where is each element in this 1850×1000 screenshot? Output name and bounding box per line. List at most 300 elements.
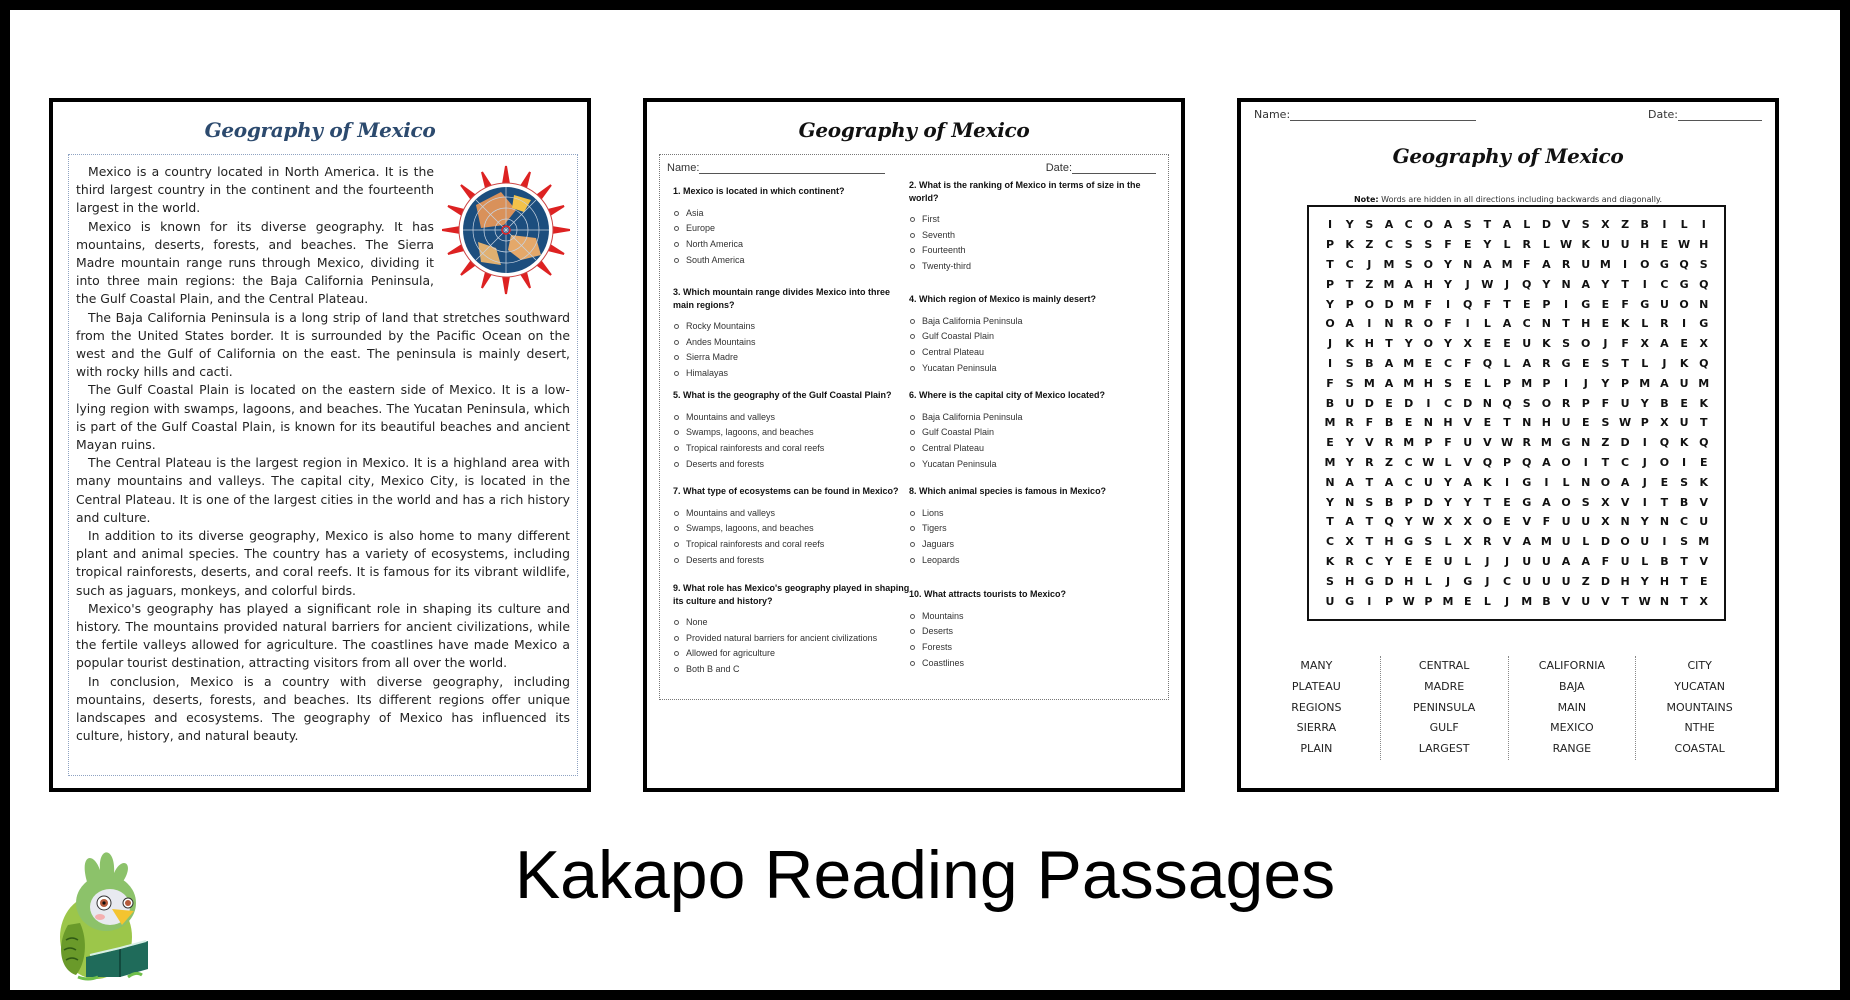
grid-letter: I — [1465, 317, 1470, 331]
grid-letter: S — [1345, 356, 1354, 370]
grid-letter: E — [1700, 455, 1708, 469]
question-2 — [909, 179, 1149, 275]
grid-letter: I — [1642, 436, 1647, 450]
grid-letter: J — [1642, 475, 1647, 489]
grid-letter: L — [1641, 317, 1649, 331]
grid-letter: H — [1541, 416, 1551, 430]
grid-letter: U — [1659, 297, 1669, 311]
date-label: Date: — [1045, 162, 1072, 174]
grid-letter: D — [1384, 297, 1394, 311]
grid-letter: L — [1483, 317, 1491, 331]
grid-letter: Z — [1365, 277, 1374, 291]
grid-letter: C — [1384, 238, 1394, 252]
grid-letter: X — [1463, 535, 1472, 549]
grid-letter: J — [1465, 277, 1470, 291]
grid-letter: P — [1503, 455, 1512, 469]
grid-letter: T — [1326, 257, 1334, 271]
word-list — [1253, 656, 1763, 760]
grid-letter: S — [1562, 337, 1571, 351]
grid-letter: A — [1404, 277, 1413, 291]
grid-letter: W — [1500, 436, 1514, 450]
grid-letter: B — [1660, 554, 1669, 568]
grid-letter: U — [1699, 515, 1709, 529]
grid-letter: Y — [1640, 574, 1649, 588]
word-column — [1253, 656, 1380, 760]
grid-letter: U — [1581, 594, 1591, 608]
grid-letter: S — [1365, 495, 1374, 509]
grid-letter: Q — [1522, 277, 1532, 291]
grid-row — [1322, 492, 1712, 512]
grid-letter: J — [1662, 356, 1667, 370]
grid-letter: N — [1581, 475, 1591, 489]
grid-letter: C — [1443, 396, 1453, 410]
grid-letter: A — [1483, 257, 1492, 271]
grid-letter: I — [1642, 277, 1647, 291]
grid-letter: A — [1345, 475, 1354, 489]
grid-letter: M — [1363, 376, 1375, 390]
answer-option: Central Plateau — [922, 441, 1149, 457]
grid-letter: G — [1345, 594, 1355, 608]
grid-letter: U — [1345, 396, 1355, 410]
grid-letter: G — [1679, 277, 1689, 291]
grid-letter: R — [1561, 396, 1571, 410]
brand-title: Kakapo Reading Passages — [514, 837, 1336, 913]
grid-letter: K — [1581, 238, 1590, 252]
grid-letter: D — [1404, 396, 1414, 410]
answer-option: Coastlines — [922, 656, 1149, 672]
grid-letter: S — [1581, 495, 1590, 509]
word-item: RANGE — [1552, 742, 1592, 756]
word-item: MEXICO — [1550, 721, 1594, 735]
answer-option: Mountains — [922, 609, 1149, 625]
grid-letter: U — [1620, 554, 1630, 568]
grid-letter: U — [1561, 535, 1571, 549]
grid-letter: A — [1660, 376, 1669, 390]
grid-letter: H — [1699, 238, 1709, 252]
answer-option: First — [922, 212, 1149, 228]
grid-letter: R — [1384, 436, 1394, 450]
grid-letter: G — [1364, 574, 1374, 588]
word-item: BAJA — [1559, 679, 1585, 693]
question-text: 2. What is the ranking of Mexico in terms of size in the world? — [909, 180, 1141, 203]
grid-letter: U — [1541, 574, 1551, 588]
word-item: PLATEAU — [1291, 679, 1341, 693]
grid-letter: Y — [1444, 495, 1453, 509]
grid-letter: J — [1445, 574, 1451, 588]
grid-letter: G — [1581, 297, 1591, 311]
answer-option: Asia — [686, 206, 913, 222]
question-10 — [909, 588, 1149, 671]
grid-letter: F — [1621, 337, 1629, 351]
grid-row — [1322, 235, 1712, 255]
grid-letter: Y — [1404, 337, 1413, 351]
word-item: REGIONS — [1291, 700, 1342, 714]
question-8 — [909, 485, 1149, 568]
grid-letter: Z — [1385, 455, 1393, 469]
word-item: MANY — [1300, 659, 1333, 672]
grid-letter: I — [1564, 297, 1569, 311]
grid-letter: O — [1423, 257, 1434, 271]
answer-option: Jaguars — [922, 537, 1149, 553]
grid-letter: E — [1503, 515, 1511, 529]
grid-letter: I — [1367, 317, 1372, 331]
grid-letter: I — [1327, 218, 1333, 232]
grid-letter: N — [1659, 515, 1670, 529]
grid-letter: G — [1522, 495, 1532, 509]
grid-letter: H — [1384, 535, 1394, 549]
grid-letter: M — [1698, 535, 1710, 549]
grid-row — [1322, 552, 1712, 572]
grid-letter: O — [1679, 297, 1689, 311]
paragraph: Mexico is a country located in North America. It is the third largest country in the continent and the fourteenth largest in the world. — [76, 164, 434, 216]
grid-letter: M — [1324, 416, 1336, 430]
grid-letter: W — [1402, 594, 1415, 608]
grid-letter: Z — [1581, 574, 1590, 588]
grid-letter: F — [1424, 297, 1433, 311]
grid-letter: G — [1561, 436, 1571, 450]
grid-row — [1322, 413, 1712, 433]
grid-letter: U — [1325, 594, 1335, 608]
passage-page-preview — [49, 98, 591, 792]
grid-letter: X — [1699, 594, 1708, 608]
grid-letter: E — [1385, 396, 1393, 410]
grid-letter: N — [1482, 396, 1492, 410]
grid-letter: A — [1620, 475, 1630, 489]
grid-letter: U — [1600, 238, 1610, 252]
grid-letter: C — [1365, 554, 1374, 568]
word-item: CENTRAL — [1418, 659, 1470, 672]
grid-letter: Q — [1699, 436, 1709, 450]
grid-letter: O — [1423, 317, 1434, 331]
word-column — [1380, 656, 1508, 760]
answer-option: Leopards — [922, 553, 1149, 569]
paragraph: Mexico is known for its diverse geography. It has mountains, deserts, forests, and beaches. The Sierra Madre mountain range runs through Mexico, dividing it into three main regions: the Baja California Peninsula, the Gulf Coastal Plain, and the Central Plateau. — [76, 218, 434, 307]
grid-letter: I — [1662, 218, 1667, 232]
grid-letter: Y — [1404, 515, 1413, 529]
grid-row — [1322, 354, 1712, 374]
quiz-page-preview — [643, 98, 1185, 792]
grid-letter: F — [1483, 297, 1492, 311]
grid-letter: T — [1621, 594, 1629, 608]
grid-letter: K — [1325, 554, 1335, 568]
grid-letter: Y — [1483, 238, 1492, 252]
date-label: Date: — [1648, 108, 1678, 121]
grid-letter: V — [1522, 515, 1531, 529]
grid-letter: U — [1679, 416, 1689, 430]
grid-letter: J — [1505, 554, 1510, 568]
grid-letter: G — [1404, 535, 1414, 549]
grid-letter: I — [1701, 218, 1706, 232]
answer-option: Tigers — [922, 521, 1149, 537]
grid-letter: E — [1503, 337, 1511, 351]
grid-letter: P — [1384, 594, 1394, 608]
wordsearch-page-preview — [1237, 98, 1779, 792]
word-item: LARGEST — [1418, 742, 1470, 756]
grid-letter: M — [1540, 535, 1552, 549]
grid-letter: U — [1541, 554, 1551, 568]
grid-letter: C — [1325, 535, 1335, 549]
grid-letter: Q — [1699, 277, 1709, 291]
grid-letter: M — [1501, 257, 1513, 271]
grid-letter: U — [1463, 436, 1473, 450]
word-item: NTHE — [1684, 721, 1715, 735]
grid-letter: B — [1679, 495, 1689, 509]
grid-letter: T — [1680, 554, 1688, 568]
grid-letter: L — [1503, 356, 1511, 370]
grid-letter: F — [1365, 416, 1374, 430]
grid-letter: J — [1642, 455, 1647, 469]
grid-letter: N — [1463, 257, 1473, 271]
grid-letter: A — [1502, 317, 1512, 331]
quiz-title: Geography of Mexico — [798, 118, 1030, 142]
note-text: Words are hidden in all directions including backwards and diagonally. — [1378, 195, 1663, 204]
answer-option: None — [686, 615, 913, 631]
question-6 — [909, 389, 1149, 472]
grid-letter: B — [1384, 495, 1394, 509]
grid-letter: K — [1542, 337, 1551, 351]
grid-row — [1322, 571, 1712, 591]
grid-letter: E — [1463, 594, 1472, 608]
answer-option: Europe — [686, 221, 913, 237]
grid-letter: Z — [1365, 238, 1374, 252]
grid-letter: W — [1422, 515, 1435, 529]
grid-letter: S — [1601, 416, 1610, 430]
grid-letter: T — [1660, 495, 1669, 509]
word-item: PLAIN — [1300, 742, 1333, 756]
grid-letter: N — [1699, 297, 1709, 311]
grid-letter: R — [1345, 554, 1354, 568]
grid-letter: X — [1463, 515, 1472, 529]
grid-letter: M — [1521, 376, 1533, 390]
answer-option: Swamps, lagoons, and beaches — [686, 521, 913, 537]
grid-letter: C — [1404, 218, 1413, 232]
grid-letter: N — [1659, 594, 1670, 608]
paragraph: In addition to its diverse geography, Mexico is also home to many different plant and animal species. The country has a variety of ecosystems, including tropical rainforests, deserts, and coral reefs. It is famous for its vibrant wildlife, such as jaguars, monkeys, and colorful birds. — [76, 528, 570, 598]
grid-letter: V — [1620, 495, 1630, 509]
grid-row — [1322, 512, 1712, 532]
grid-letter: U — [1522, 337, 1532, 351]
grid-letter: C — [1522, 317, 1531, 331]
grid-letter: O — [1325, 317, 1335, 331]
grid-letter: E — [1404, 416, 1413, 430]
grid-letter: O — [1561, 455, 1571, 469]
grid-letter: D — [1600, 535, 1610, 549]
grid-letter: D — [1600, 574, 1610, 588]
grid-letter: X — [1601, 515, 1610, 529]
grid-letter: P — [1621, 376, 1630, 390]
grid-letter: K — [1620, 317, 1630, 331]
grid-letter: Y — [1345, 218, 1354, 232]
answer-option: Yucatan Peninsula — [922, 457, 1149, 473]
grid-letter: M — [1383, 257, 1395, 271]
note-label: Note: — [1353, 195, 1379, 204]
grid-letter: Y — [1601, 376, 1610, 390]
question-7 — [673, 485, 913, 568]
grid-letter: M — [1639, 376, 1651, 390]
grid-letter: M — [1540, 436, 1552, 450]
grid-letter: S — [1463, 218, 1472, 232]
grid-letter: R — [1522, 238, 1531, 252]
grid-letter: O — [1659, 455, 1670, 469]
grid-letter: Q — [1482, 455, 1493, 469]
grid-letter: V — [1463, 455, 1472, 469]
grid-letter: B — [1660, 396, 1669, 410]
grid-letter: R — [1345, 416, 1354, 430]
grid-letter: I — [1544, 475, 1549, 489]
grid-letter: M — [1698, 376, 1710, 390]
grid-letter: T — [1503, 416, 1511, 430]
grid-row — [1322, 294, 1712, 314]
grid-row — [1322, 532, 1712, 552]
grid-letter: O — [1640, 257, 1650, 271]
grid-letter: I — [1642, 495, 1647, 509]
grid-letter: V — [1699, 554, 1709, 568]
grid-letter: L — [1444, 455, 1452, 469]
grid-letter: L — [1523, 218, 1531, 232]
answer-option: Tropical rainforests and coral reefs — [686, 537, 913, 553]
grid-letter: K — [1679, 436, 1689, 450]
grid-letter: Y — [1601, 277, 1610, 291]
grid-letter: J — [1505, 277, 1510, 291]
answer-option: North America — [686, 237, 913, 253]
grid-letter: D — [1364, 396, 1374, 410]
grid-letter: J — [1505, 594, 1510, 608]
grid-letter: G — [1699, 317, 1709, 331]
grid-letter: A — [1384, 376, 1394, 390]
grid-letter: O — [1561, 495, 1571, 509]
grid-letter: Y — [1444, 257, 1453, 271]
question-text: 6. Where is the capital city of Mexico located? — [909, 390, 1106, 400]
grid-letter: E — [1522, 297, 1531, 311]
grid-letter: W — [1619, 416, 1632, 430]
grid-letter: N — [1581, 436, 1591, 450]
grid-letter: V — [1601, 594, 1610, 608]
grid-letter: L — [1542, 238, 1550, 252]
grid-row — [1322, 334, 1712, 354]
grid-letter: T — [1365, 515, 1374, 529]
answer-option: Tropical rainforests and coral reefs — [686, 441, 913, 457]
answer-option: Forests — [922, 640, 1149, 656]
grid-letter: H — [1659, 574, 1670, 588]
grid-row — [1322, 393, 1712, 413]
passage-box — [68, 154, 578, 776]
grid-letter: J — [1485, 554, 1490, 568]
answer-option: Twenty-third — [922, 259, 1149, 275]
grid-letter: Q — [1384, 515, 1394, 529]
grid-row — [1322, 472, 1712, 492]
grid-letter: D — [1423, 495, 1433, 509]
grid-letter: V — [1699, 495, 1709, 509]
grid-letter: P — [1404, 495, 1413, 509]
grid-letter: L — [1424, 574, 1432, 588]
passage-text — [76, 163, 570, 746]
grid-letter: A — [1463, 475, 1472, 489]
grid-letter: S — [1404, 257, 1413, 271]
grid-letter: L — [1562, 475, 1570, 489]
question-text: 3. Which mountain range divides Mexico into three main regions? — [673, 287, 891, 310]
date-line — [1072, 161, 1156, 174]
grid-letter: U — [1581, 515, 1591, 529]
grid-letter: X — [1601, 218, 1610, 232]
grid-letter: A — [1581, 554, 1590, 568]
grid-letter: E — [1680, 337, 1688, 351]
grid-letter: Q — [1659, 436, 1670, 450]
grid-letter: U — [1620, 396, 1630, 410]
grid-letter: O — [1423, 218, 1434, 232]
question-5 — [673, 389, 913, 472]
grid-letter: A — [1542, 495, 1551, 509]
grid-letter: S — [1680, 475, 1689, 489]
grid-letter: M — [1599, 257, 1611, 271]
grid-letter: P — [1424, 436, 1433, 450]
answer-option: Both B and C — [686, 662, 913, 678]
grid-letter: A — [1522, 535, 1531, 549]
name-label: Name: — [1254, 108, 1291, 121]
grid-row — [1322, 274, 1712, 294]
quiz-box — [659, 154, 1169, 700]
grid-letter: J — [1583, 376, 1588, 390]
grid-letter: C — [1345, 257, 1354, 271]
word-item: SIERRA — [1296, 721, 1337, 735]
grid-letter: E — [1463, 238, 1472, 252]
grid-letter: Y — [1345, 436, 1354, 450]
grid-letter: I — [1682, 317, 1687, 331]
grid-letter: K — [1679, 356, 1689, 370]
grid-letter: P — [1503, 376, 1512, 390]
grid-letter: Y — [1640, 396, 1649, 410]
grid-letter: V — [1561, 594, 1571, 608]
grid-letter: N — [1345, 495, 1355, 509]
grid-letter: E — [1680, 396, 1688, 410]
grid-letter: A — [1345, 317, 1354, 331]
grid-letter: C — [1443, 356, 1453, 370]
grid-letter: U — [1443, 554, 1453, 568]
question-text: 4. Which region of Mexico is mainly desert? — [909, 294, 1097, 304]
grid-letter: T — [1503, 297, 1511, 311]
grid-letter: O — [1581, 337, 1591, 351]
grid-letter: Z — [1621, 218, 1630, 232]
grid-letter: O — [1600, 475, 1611, 489]
grid-letter: L — [1483, 376, 1491, 390]
grid-letter: U — [1679, 376, 1689, 390]
grid-letter: B — [1542, 594, 1551, 608]
grid-row — [1322, 314, 1712, 334]
grid-letter: S — [1680, 535, 1689, 549]
word-column — [1508, 656, 1636, 760]
question-text: 7. What type of ecosystems can be found in Mexico? — [673, 486, 899, 496]
grid-letter: L — [1483, 594, 1491, 608]
grid-letter: T — [1621, 277, 1629, 291]
grid-letter: O — [1364, 297, 1375, 311]
grid-letter: H — [1364, 337, 1374, 351]
grid-letter: L — [1641, 554, 1649, 568]
grid-letter: S — [1522, 396, 1531, 410]
question-text: 10. What attracts tourists to Mexico? — [909, 589, 1067, 599]
grid-letter: L — [1503, 238, 1511, 252]
name-label: Name: — [667, 162, 700, 174]
paragraph: The Central Plateau is the largest region in Mexico. It is a highland area with many mountains and valleys. The capital city, Mexico City, is located in the Central Plateau. It is one of the largest cities in the world and has a rich history and culture. — [76, 455, 570, 525]
name-line — [1290, 108, 1476, 121]
answer-option: Deserts — [922, 624, 1149, 640]
word-item: GULF — [1429, 721, 1459, 735]
answer-option: Andes Mountains — [686, 335, 913, 351]
grid-letter: P — [1542, 376, 1551, 390]
grid-letter: F — [1522, 257, 1531, 271]
grid-letter: Y — [1326, 297, 1334, 311]
grid-letter: K — [1345, 337, 1354, 351]
word-item: COASTAL — [1674, 742, 1725, 756]
grid-letter: F — [1444, 317, 1452, 331]
